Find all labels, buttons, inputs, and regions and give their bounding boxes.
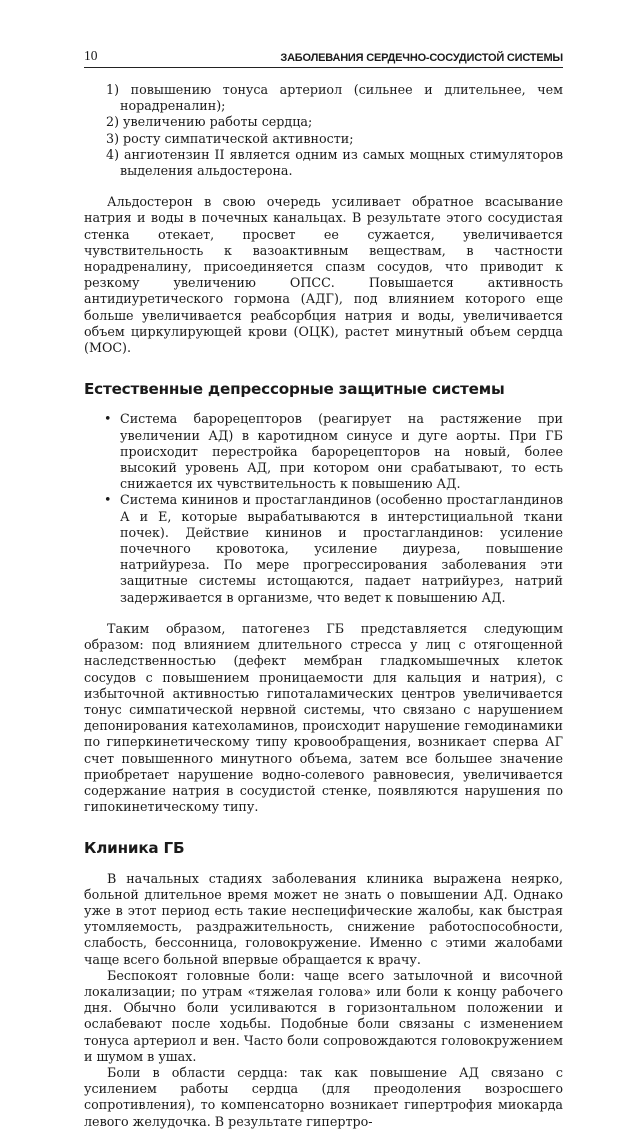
list-item	[84, 492, 563, 605]
section-heading-clinic: Клиника ГБ	[84, 839, 185, 858]
running-header	[84, 48, 563, 68]
section-heading-depressor-systems: Естественные депрессорные защитные системы	[84, 380, 505, 399]
paragraph-headaches: Беспокоят головные боли: чаще всего затылочной и височной локализации; по утрам «тяжелая голова» или боли к концу рабочего дня. Обычно боли усиливаются в горизонтальном положении и ослабевают после ходьбы. Подобные боли связаны с изменением тонуса артериол и вен. Часто боли сопровождаются головокружением и шумом в ушах.	[84, 967, 563, 1064]
bullet-text: Система кининов и простагландинов (особенно простагландинов А и Е, которые вырабатываются в интерстициальной ткани почек). Действие кининов и простагландинов: усиление почечного кровотока, усиление диуреза, повышение натрийуреза. По мере прогрессирования заболевания эти защитные системы истощаются, падает натрийурез, натрий задерживается в организме, что ведет к повышению АД.	[120, 492, 563, 605]
list-item	[84, 411, 563, 492]
paragraph-clinic-intro: В начальных стадиях заболевания клиника выражена неярко, больной длительное время может не знать о повышении АД. Однако уже в этот период есть такие неспецифические жалобы, как быстрая утомляемость, раздражительность, снижение работоспособности, слабость, бессонница, головокружение. Именно с этими жалобами чаще всего больной впервые обращается к врачу.	[84, 870, 563, 967]
numbered-list	[84, 82, 563, 179]
bullet-text: Система барорецепторов (реагирует на растяжение при увеличении АД) в каротидном синусе и дуге аорты. При ГБ происходит перестройка барорецепторов на новый, более высокий уровень АД, при котором они срабатывают, то есть снижается их чувствительность к повышению АД.	[120, 411, 563, 492]
paragraph-aldosterone: Альдостерон в свою очередь усиливает обратное всасывание натрия и воды в почечных канальцах. В результате этого сосудистая стенка отекает, просвет ее сужается, увеличивается чувствительность к вазоактивным веществам, в частности норадреналину, присоединяется спазм сосудов, что приводит к резкому увеличению ОПСС. Повышается активность антидиуретического гормона (АДГ), под влиянием которого еще больше увеличивается реабсорбция натрия и воды, увеличивается объем циркулирующей крови (ОЦК), растет минутный объем сердца (МОС).	[84, 194, 563, 356]
paragraph-pathogenesis: Таким образом, патогенез ГБ представляется следующим образом: под влиянием длительного стресса у лиц с отягощенной наследственностью (дефект мембран гладкомышечных клеток сосудов с повышением проницаемости для кальция и натрия), с избыточной активностью гипоталамических центров увеличивается тонус симпатической нервной системы, что связано с нарушением депонирования катехоламинов, происходит нарушение гемодинамики по гиперкинетическому типу кровообращения, возникает сперва АГ счет повышенного минутного объема, затем все большее значение приобретает нарушение водно-солевого равновесия, увеличивается содержание натрия в сосудистой стенке, появляются нарушения по гипокинетическому типу.	[84, 620, 563, 815]
list-item: 2) увеличению работы сердца;	[106, 114, 313, 130]
list-item: 1) повышению тонуса артериол (сильнее и длительнее, чем норадреналин);	[106, 82, 563, 114]
bullet-icon: •	[104, 492, 112, 508]
page-body	[84, 82, 563, 1130]
paragraph-heart-pain: Боли в области сердца: так как повышение АД связано с усилением работы сердца (для преодоления возросшего сопротивления), то компенсаторно возникает гипертрофия миокарда левого желудочка. В результате гипертро-	[84, 1064, 563, 1129]
bullet-list	[84, 411, 563, 605]
page-number: 10	[84, 48, 98, 63]
bullet-icon: •	[104, 411, 112, 427]
running-title: ЗАБОЛЕВАНИЯ СЕРДЕЧНО-СОСУДИСТОЙ СИСТЕМЫ	[280, 52, 563, 64]
list-item: 3) росту симпатической активности;	[106, 130, 354, 146]
book-page	[84, 48, 563, 1130]
list-item: 4) ангиотензин II является одним из самых мощных стимуляторов выделения альдостерона.	[106, 146, 563, 179]
